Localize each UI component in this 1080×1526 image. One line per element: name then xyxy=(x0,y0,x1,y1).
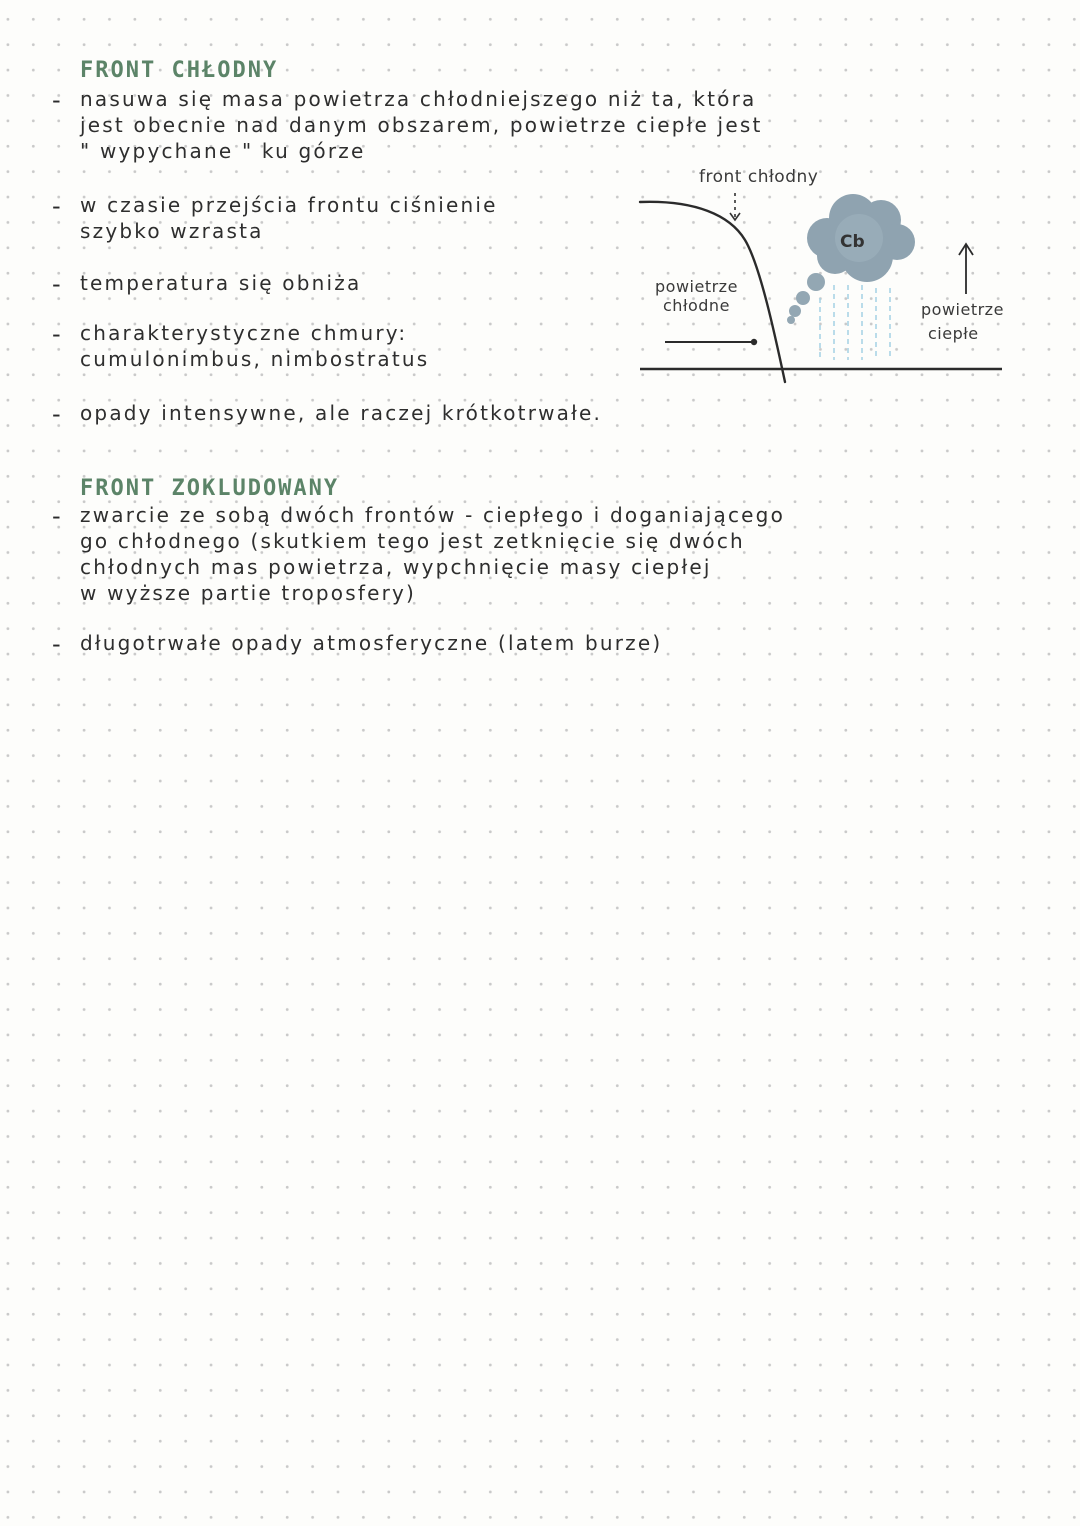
bullet-cold-front-description xyxy=(52,86,763,164)
text-line: jest obecnie nad danym obszarem, powietrze ciepłe jest xyxy=(80,113,763,137)
bullet-dash: - xyxy=(52,320,61,348)
text-line: długotrwałe opady atmosferyczne (latem burze) xyxy=(80,631,663,655)
bullet-pressure xyxy=(52,192,498,244)
warm-air-label-line2: ciepłe xyxy=(928,324,979,343)
bullet-long-precipitation xyxy=(52,630,663,658)
cold-front-diagram xyxy=(635,160,1015,390)
bullet-dash: - xyxy=(52,192,61,220)
text-line: w wyższe partie troposfery) xyxy=(80,581,417,605)
front-chlodny-label: front chłodny xyxy=(699,167,819,187)
text-line: charakterystyczne chmury: xyxy=(80,321,408,345)
section-heading-front-zokludowany: FRONT ZOKLUDOWANY xyxy=(80,476,340,501)
bullet-dash: - xyxy=(52,400,61,428)
bullet-dash: - xyxy=(52,270,61,298)
text-line: w czasie przejścia frontu ciśnienie xyxy=(80,193,498,217)
cb-label: Cb xyxy=(840,232,865,252)
cold-front-sketch xyxy=(635,160,1015,390)
text-line: nasuwa się masa powietrza chłodniejszego niż ta, która xyxy=(80,87,757,111)
cold-air-label-line2: chłodne xyxy=(663,296,730,315)
warm-air-label-line1: powietrze xyxy=(921,300,1004,319)
text-line: go chłodnego (skutkiem tego jest zetknięcie się dwóch xyxy=(80,529,745,553)
bullet-temperature xyxy=(52,270,362,298)
bullet-occluded-description xyxy=(52,502,786,606)
text-line: chłodnych mas powietrza, wypchnięcie masy ciepłej xyxy=(80,555,712,579)
bullet-precipitation xyxy=(52,400,603,428)
text-line: zwarcie ze sobą dwóch frontów - ciepłego i doganiającego xyxy=(80,503,786,527)
rain-icon xyxy=(820,285,890,360)
text-line: cumulonimbus, nimbostratus xyxy=(80,347,430,371)
bullet-dash: - xyxy=(52,630,61,658)
text-line: opady intensywne, ale raczej krótkotrwałe. xyxy=(80,401,603,425)
text-line: " wypychane " ku górze xyxy=(80,139,366,163)
cold-air-label-line1: powietrze xyxy=(655,277,738,296)
text-line: temperatura się obniża xyxy=(80,271,362,295)
bullet-dash: - xyxy=(52,502,61,530)
section-heading-front-chlodny: FRONT CHŁODNY xyxy=(80,58,279,83)
text-line: szybko wzrasta xyxy=(80,219,264,243)
cumulonimbus-cloud-icon xyxy=(787,194,915,324)
bullet-clouds xyxy=(52,320,430,372)
bullet-dash: - xyxy=(52,86,61,114)
